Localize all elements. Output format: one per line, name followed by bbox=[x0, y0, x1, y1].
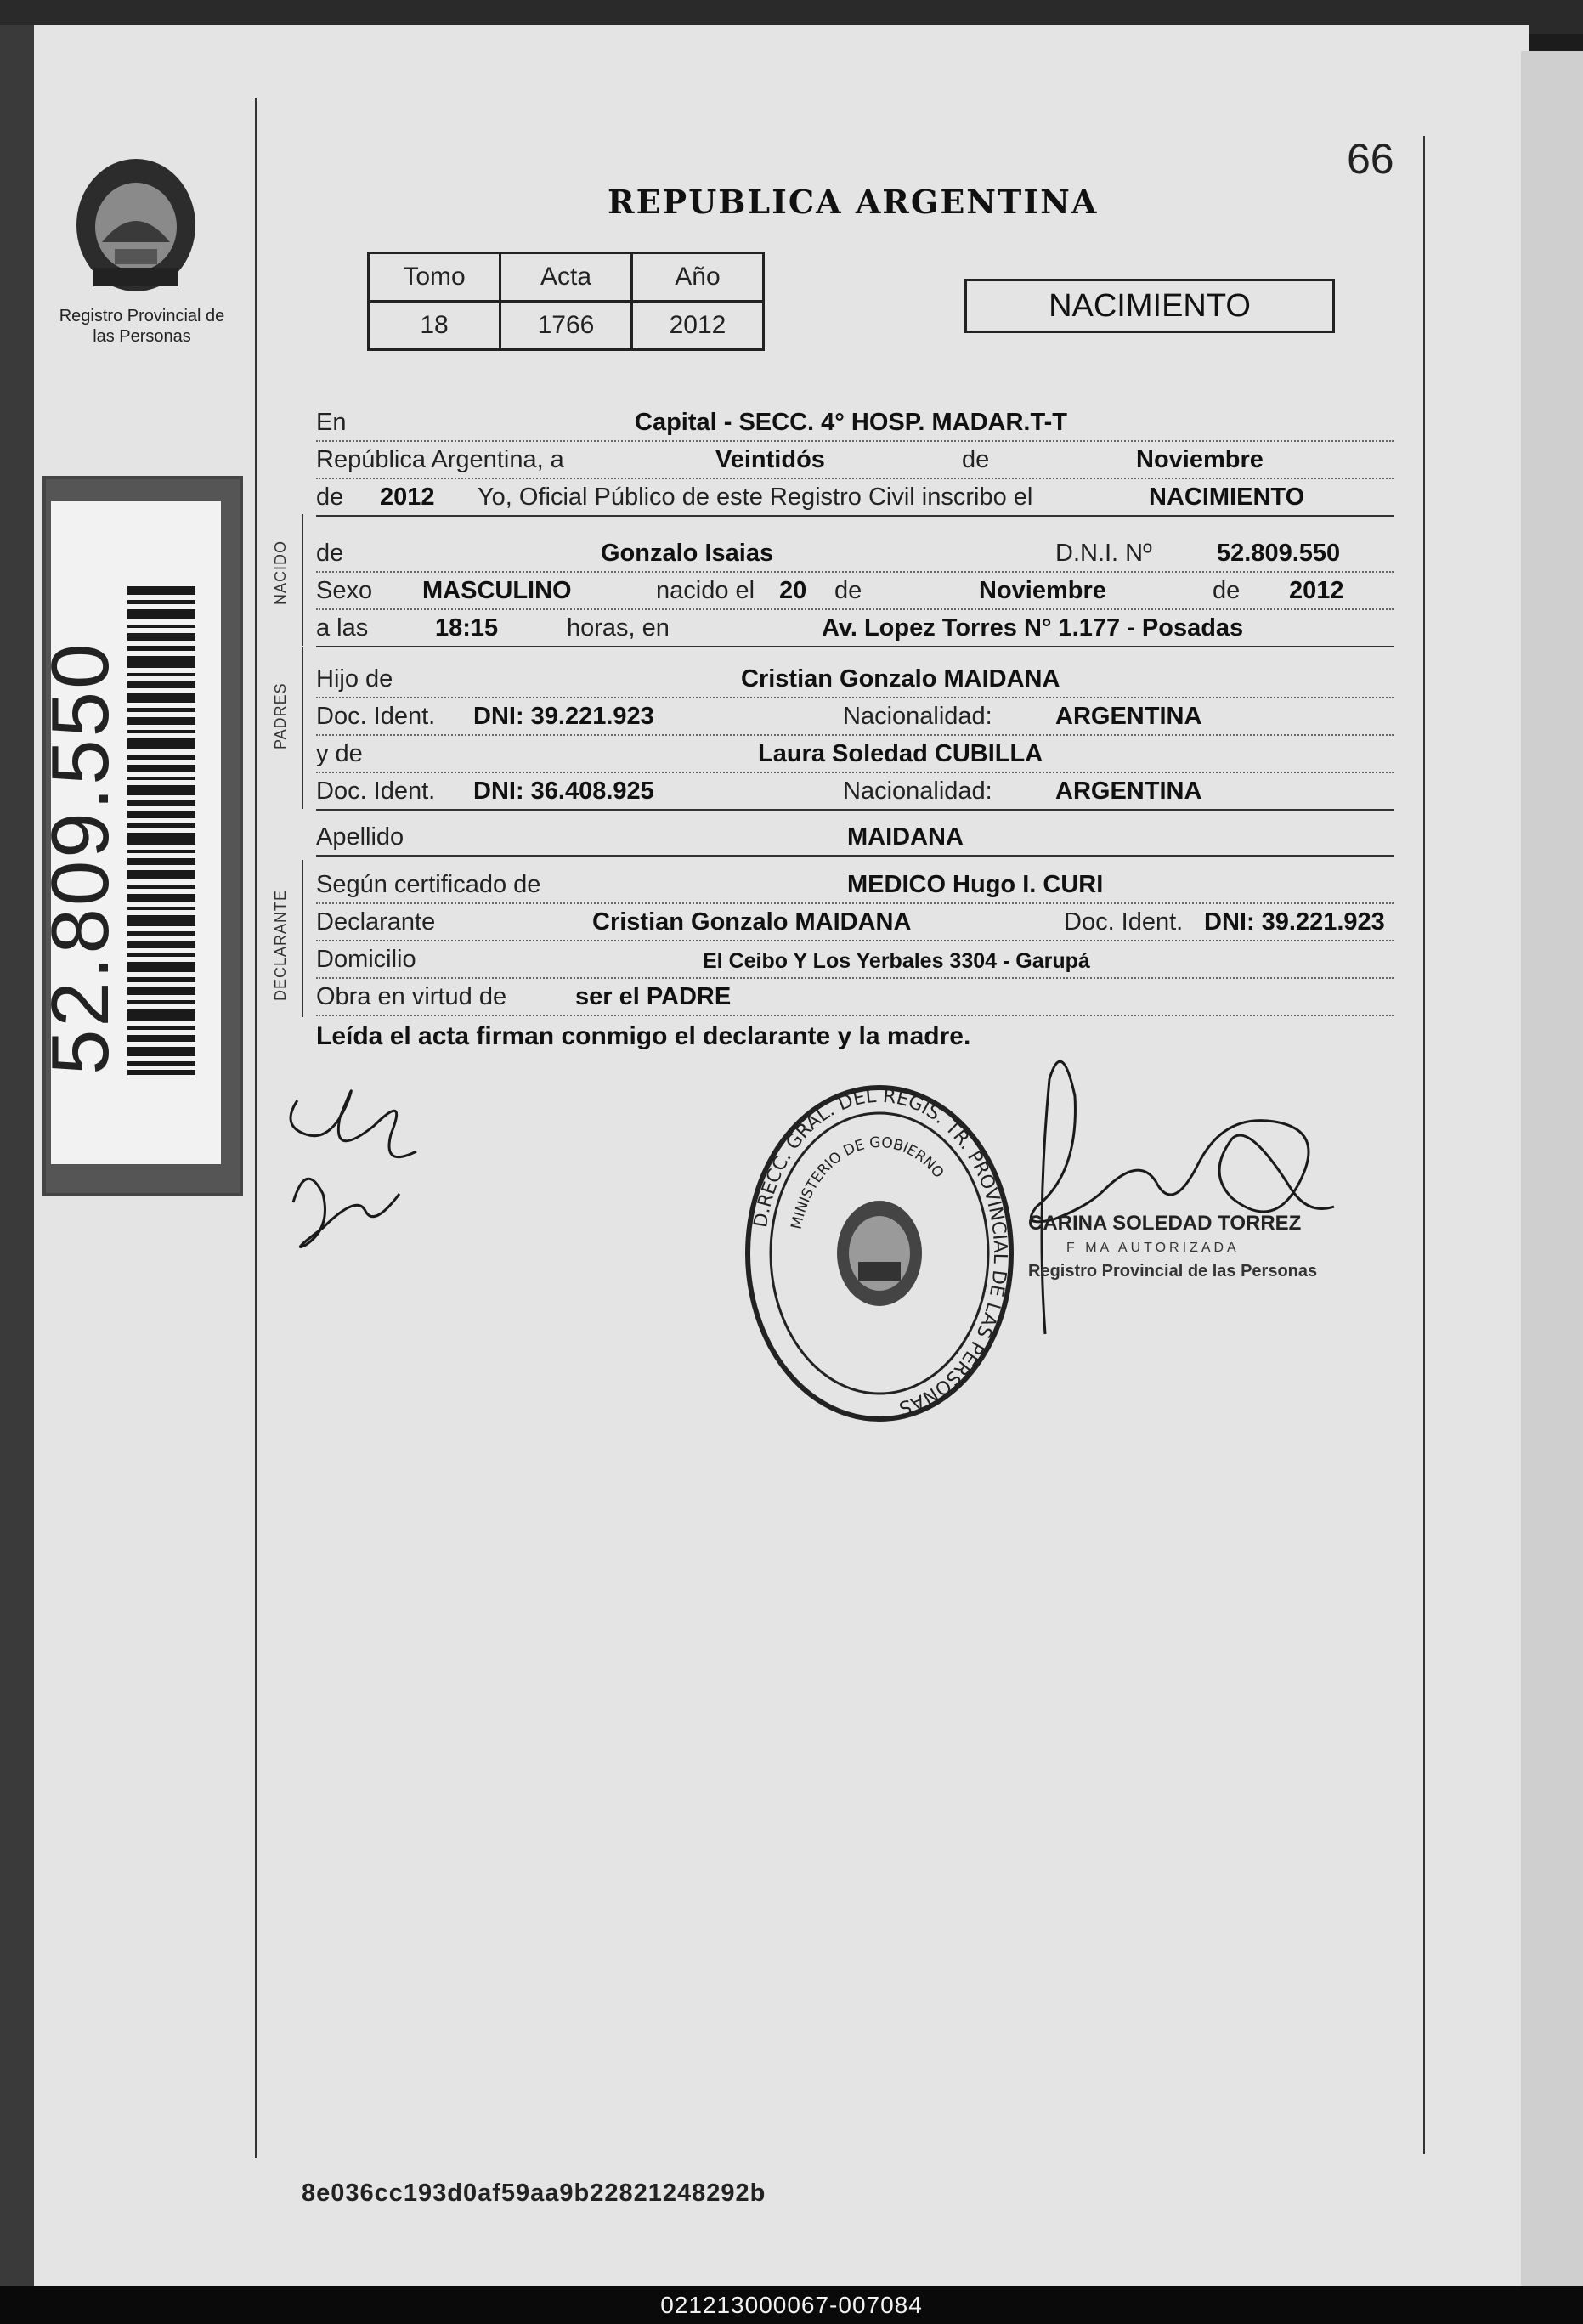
row-inscripcion bbox=[316, 481, 1394, 517]
label-alas: a las bbox=[316, 614, 369, 642]
row-madre bbox=[316, 738, 1394, 773]
signer-name: CARINA SOLEDAD TORREZ bbox=[1028, 1212, 1302, 1235]
barcode-number: 52.809.550 bbox=[35, 641, 126, 1075]
label-republica: República Argentina, a bbox=[316, 446, 564, 473]
label-hijo: Hijo de bbox=[316, 665, 393, 693]
signer-role: F MA AUTORIZADA bbox=[1066, 1241, 1240, 1255]
section-divider bbox=[302, 647, 303, 809]
document-hash: 8e036cc193d0af59aa9b22821248292b bbox=[302, 2180, 766, 2207]
record-value: 18 bbox=[369, 302, 500, 350]
officer-signature bbox=[1011, 1045, 1368, 1343]
barcode-icon bbox=[127, 586, 195, 1075]
section-label-declarante: DECLARANTE bbox=[272, 889, 289, 1001]
label-domicilio: Domicilio bbox=[316, 946, 416, 973]
section-label-padres: PADRES bbox=[272, 682, 289, 749]
label-doc: Doc. Ident. bbox=[316, 777, 436, 805]
value-madre: Laura Soledad CUBILLA bbox=[758, 740, 1043, 767]
label-nacido: nacido el bbox=[656, 577, 755, 604]
row-certificado bbox=[316, 868, 1394, 904]
record-header: Año bbox=[632, 253, 764, 302]
value-domicilio: El Ceibo Y Los Yerbales 3304 - Garupá bbox=[703, 949, 1090, 973]
value-lugar-nac: Av. Lopez Torres N° 1.177 - Posadas bbox=[822, 614, 1244, 642]
section-label-nacido: NACIDO bbox=[272, 540, 289, 605]
label-nacionalidad: Nacionalidad: bbox=[843, 703, 992, 730]
row-padre bbox=[316, 663, 1394, 698]
seal-inner-text: MINISTERIO DE GOBIERNO bbox=[788, 1134, 947, 1231]
closing-statement: Leída el acta firman conmigo el declarante y la madre. bbox=[316, 1022, 971, 1050]
record-value: 1766 bbox=[500, 302, 632, 350]
label-nacionalidad: Nacionalidad: bbox=[843, 777, 992, 805]
label-apellido: Apellido bbox=[316, 823, 404, 851]
row-apellido bbox=[316, 821, 1394, 857]
value-anio-nac: 2012 bbox=[1289, 577, 1344, 604]
official-seal bbox=[739, 1079, 1020, 1428]
seal-outer-text: D.RECC. GRAL. DEL REGIS. TR. PROVINCIAL DE LAS PERSONAS bbox=[749, 1085, 1011, 1419]
label-doc-decl: Doc. Ident. bbox=[1064, 908, 1184, 936]
label-certificado: Según certificado de bbox=[316, 871, 541, 898]
row-domicilio bbox=[316, 943, 1394, 979]
label-yde: y de bbox=[316, 740, 363, 767]
row-fecha-acta bbox=[316, 444, 1394, 479]
label-horas: horas, en bbox=[567, 614, 670, 642]
value-place: Capital - SECC. 4° HOSP. MADAR.T-T bbox=[635, 409, 1067, 436]
value-padre: Cristian Gonzalo MAIDANA bbox=[741, 665, 1060, 693]
scan-id: 021213000067-007084 bbox=[660, 2292, 923, 2318]
label-obra: Obra en virtud de bbox=[316, 983, 507, 1010]
value-dni: 52.809.550 bbox=[1217, 540, 1341, 567]
label-de: de bbox=[962, 446, 990, 473]
value-acto: NACIMIENTO bbox=[1149, 483, 1305, 511]
label-de-dia: de bbox=[834, 577, 862, 604]
book-binding bbox=[0, 25, 34, 2286]
row-padre-doc bbox=[316, 700, 1394, 736]
label-doc: Doc. Ident. bbox=[316, 703, 436, 730]
label-sexo: Sexo bbox=[316, 577, 373, 604]
record-header: Acta bbox=[500, 253, 632, 302]
value-dia-nac: 20 bbox=[779, 577, 807, 604]
value-dia-acta: Veintidós bbox=[715, 446, 825, 473]
value-sexo: MASCULINO bbox=[422, 577, 572, 604]
value-hora: 18:15 bbox=[435, 614, 499, 642]
section-divider bbox=[302, 514, 303, 646]
province-coat-of-arms-icon bbox=[68, 149, 204, 293]
row-sexo bbox=[316, 574, 1394, 610]
value-padre-nac: ARGENTINA bbox=[1055, 703, 1202, 730]
logo-caption: Registro Provincial de las Personas bbox=[59, 307, 225, 346]
value-certificado: MEDICO Hugo I. CURI bbox=[847, 871, 1104, 898]
page-number: 66 bbox=[1347, 135, 1394, 183]
record-table bbox=[367, 252, 765, 351]
label-en: En bbox=[316, 409, 347, 436]
document-title: REPUBLICA ARGENTINA bbox=[608, 183, 1099, 221]
page-edge bbox=[1521, 51, 1583, 2286]
record-value: 2012 bbox=[632, 302, 764, 350]
row-nombre bbox=[316, 537, 1394, 573]
label-de-mes: de bbox=[1213, 577, 1241, 604]
label-inscribo: Yo, Oficial Público de este Registro Civil inscribo el bbox=[478, 483, 1033, 511]
record-header: Tomo bbox=[369, 253, 500, 302]
value-mes-acta: Noviembre bbox=[1136, 446, 1264, 473]
value-doc-decl: DNI: 39.221.923 bbox=[1204, 908, 1385, 936]
value-madre-nac: ARGENTINA bbox=[1055, 777, 1202, 805]
label-de2: de bbox=[316, 483, 344, 511]
label-de-nacido: de bbox=[316, 540, 344, 567]
declarant-signature bbox=[272, 1066, 450, 1262]
signer-office: Registro Provincial de las Personas bbox=[1028, 1262, 1318, 1281]
record-type-box: NACIMIENTO bbox=[964, 279, 1335, 333]
value-obra: ser el PADRE bbox=[575, 983, 732, 1010]
value-padre-doc: DNI: 39.221.923 bbox=[473, 703, 654, 730]
value-anio-acta: 2012 bbox=[380, 483, 435, 511]
row-en bbox=[316, 406, 1394, 442]
value-nombre: Gonzalo Isaias bbox=[601, 540, 774, 567]
row-hora bbox=[316, 612, 1394, 647]
value-mes-nac: Noviembre bbox=[979, 577, 1106, 604]
frame-line-left bbox=[255, 98, 257, 2158]
label-declarante: Declarante bbox=[316, 908, 436, 936]
frame-line-right bbox=[1423, 136, 1425, 2154]
value-apellido: MAIDANA bbox=[847, 823, 964, 851]
row-declarante bbox=[316, 906, 1394, 941]
value-madre-doc: DNI: 36.408.925 bbox=[473, 777, 654, 805]
row-madre-doc bbox=[316, 775, 1394, 811]
label-dni: D.N.I. Nº bbox=[1055, 540, 1152, 567]
section-divider bbox=[302, 860, 303, 1017]
row-obra bbox=[316, 981, 1394, 1016]
value-declarante: Cristian Gonzalo MAIDANA bbox=[592, 908, 912, 936]
